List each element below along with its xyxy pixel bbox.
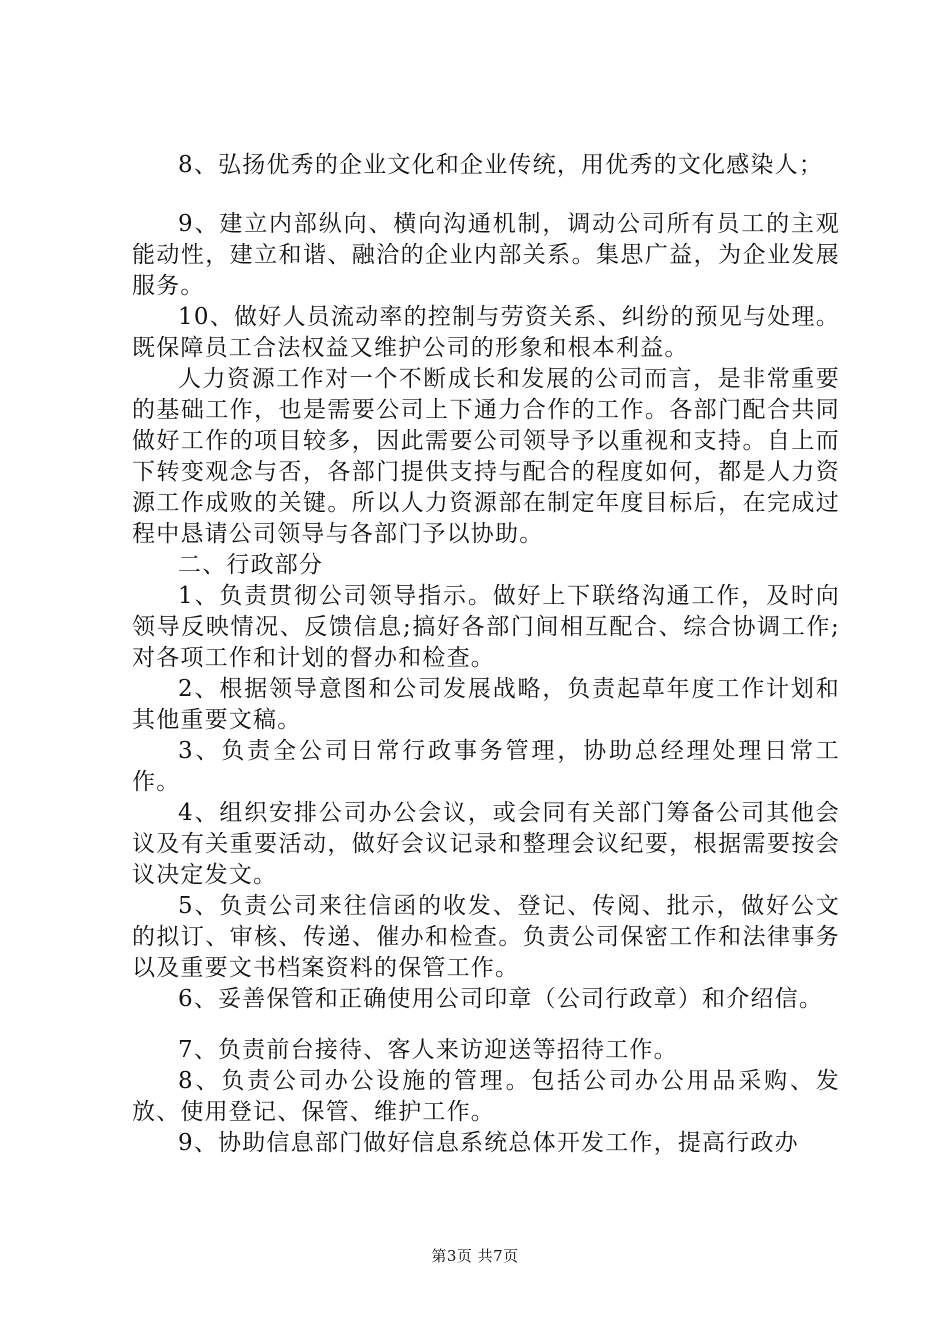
paragraph-admin-item-5: 5、负责公司来往信函的收发、登记、传阅、批示，做好公文的拟订、审核、传递、催办和检查。负责公司保密工作和法律事务以及重要文书档案资料的保管工作。 <box>132 893 840 981</box>
document-body <box>132 150 840 1159</box>
paragraph-admin-item-9: 9、协助信息部门做好信息系统总体开发工作，提高行政办 <box>178 1130 799 1156</box>
paragraph-admin-item-3: 3、负责全公司日常行政事务管理，协助总经理处理日常工作。 <box>132 738 840 795</box>
paragraph-hr-summary: 人力资源工作对一个不断成长和发展的公司而言，是非常重要的基础工作，也是需要公司上下通力合作的工作。各部门配合共同做好工作的项目较多，因此需要公司领导予以重视和支持。自上而下转变观念与否，各部门提供支持与配合的程度如何，都是人力资源工作成败的关键。所以人力资源部在制定年度目标后，在完成过程中恳请公司领导与各部门予以协助。 <box>132 366 840 547</box>
paragraph-admin-item-8: 8、负责公司办公设施的管理。包括公司办公用品采购、发放、使用登记、保管、维护工作。 <box>132 1068 840 1125</box>
page-number-label: 第3页 共7页 <box>431 1247 519 1265</box>
paragraph-admin-item-7: 7、负责前台接待、客人来访迎送等招待工作。 <box>178 1037 678 1063</box>
paragraph-item-8-culture: 8、弘扬优秀的企业文化和企业传统，用优秀的文化感染人； <box>178 152 824 178</box>
section-heading-admin: 二、行政部分 <box>178 552 324 578</box>
paragraph-admin-item-1: 1、负责贯彻公司领导指示。做好上下联络沟通工作，及时向领导反映情况、反馈信息;搞好各部门间相互配合、综合协调工作;对各项工作和计划的督办和检查。 <box>132 583 840 671</box>
paragraph-admin-item-2: 2、根据领导意图和公司发展战略，负责起草年度工作计划和其他重要文稿。 <box>132 676 840 733</box>
paragraph-item-9-communication: 9、建立内部纵向、横向沟通机制，调动公司所有员工的主观能动性，建立和谐、融洽的企业内部关系。集思广益，为企业发展服务。 <box>132 211 840 299</box>
paragraph-admin-item-6: 6、妥善保管和正确使用公司印章（公司行政章）和介绍信。 <box>178 986 824 1012</box>
paragraph-admin-item-4: 4、组织安排公司办公会议，或会同有关部门筹备公司其他会议及有关重要活动，做好会议记录和整理会议纪要，根据需要按会议决定发文。 <box>132 800 840 888</box>
paragraph-item-10-turnover: 10、做好人员流动率的控制与劳资关系、纠纷的预见与处理。既保障员工合法权益又维护公司的形象和根本利益。 <box>132 304 840 361</box>
page-footer <box>0 1245 950 1266</box>
